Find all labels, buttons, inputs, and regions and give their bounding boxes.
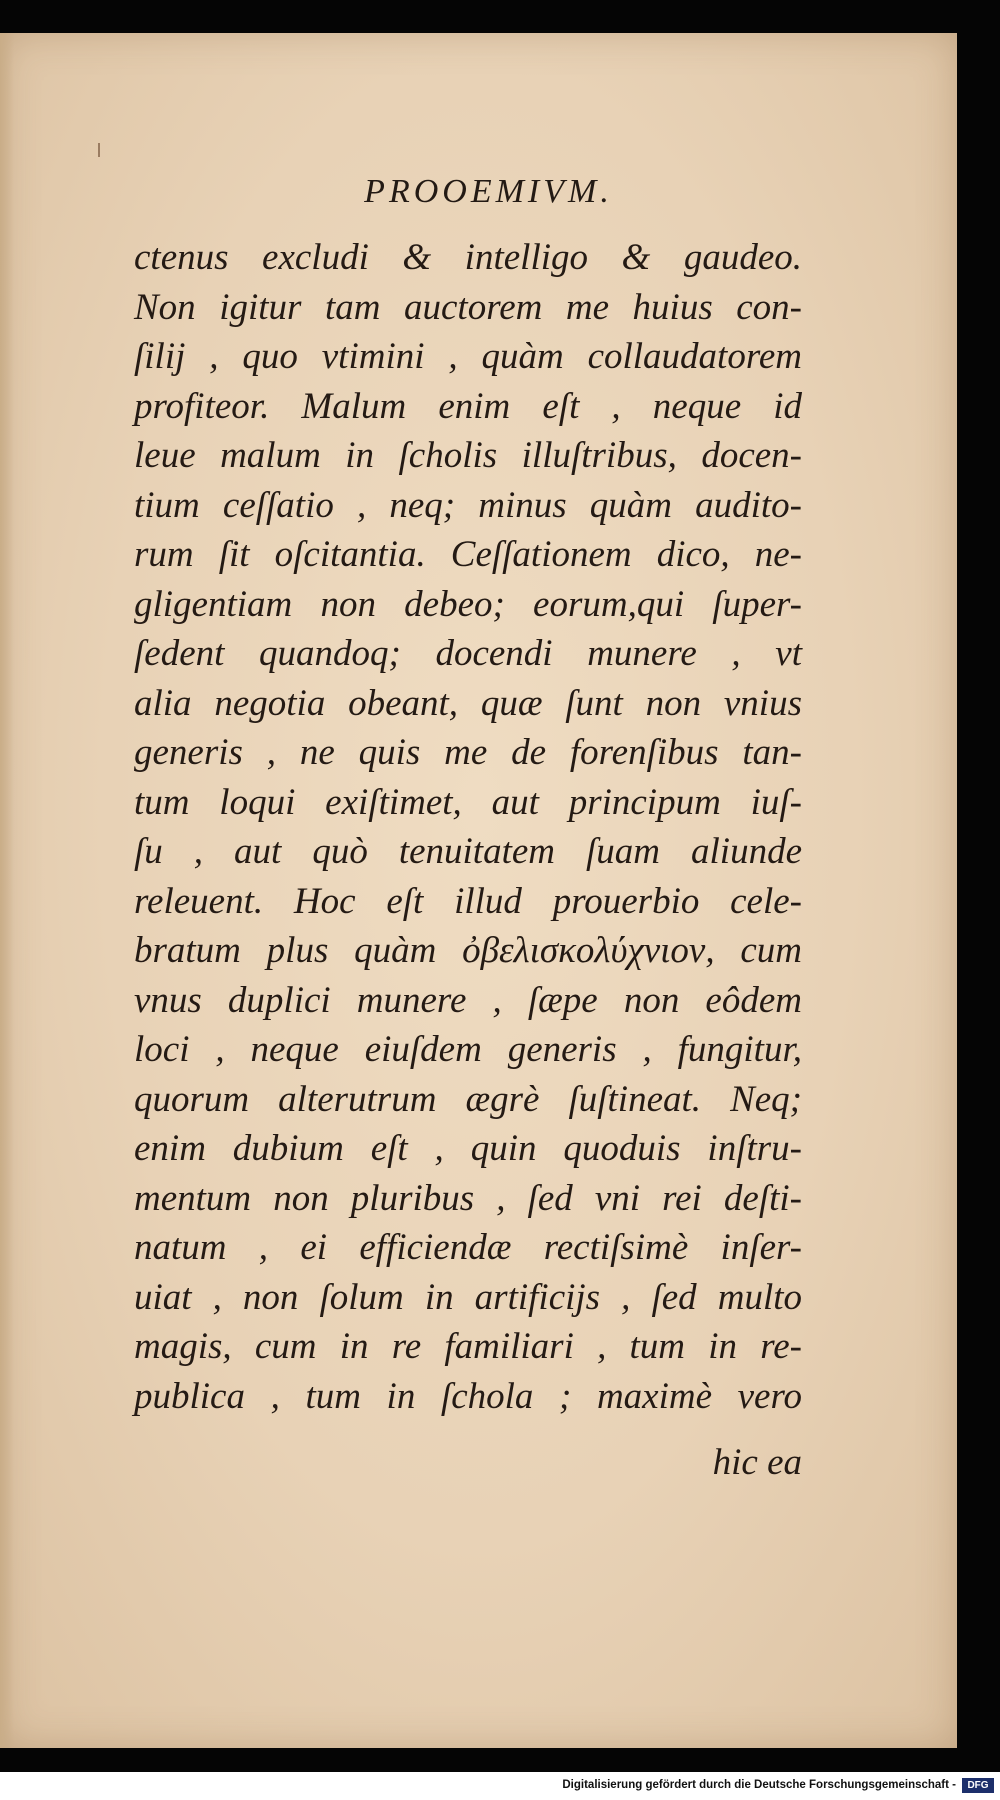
text-line: leue malum in ſcholis illuſtribus, docen- — [134, 435, 802, 476]
page-edge-shadow — [0, 33, 14, 1748]
text-line: ſedent quandoq; docendi munere , vt — [134, 633, 802, 674]
text-line: tum loqui exiſtimet, aut principum iuſ- — [134, 781, 802, 823]
text-line: ctenus excludi & intelligo & gaudeo. — [134, 237, 802, 278]
text-line: enim dubium eſt , quin quoduis inſtru- — [134, 1128, 802, 1169]
running-head: PROOEMIVM. — [364, 173, 613, 210]
body-text — [134, 233, 802, 1421]
text-line: gligentiam non debeo; eorum,qui ſuper- — [134, 583, 802, 625]
text-line: bratum plus quàm ὀβελισκολύχνιον, cum — [134, 930, 802, 971]
book-page — [0, 33, 957, 1748]
text-line: alia negotia obeant, quæ ſunt non vnius — [134, 682, 802, 724]
text-line: tium ceſſatio , neq; minus quàm audito- — [134, 484, 802, 526]
text-line: uiat , non ſolum in artificijs , ſed multo — [134, 1276, 802, 1318]
catchword: hic ea — [712, 1442, 802, 1483]
paper-speck — [98, 143, 100, 157]
text-line: ſu , aut quò tenuitatem ſuam aliunde — [134, 831, 802, 872]
text-line: generis , ne quis me de forenſibus tan- — [134, 732, 802, 773]
text-line: loci , neque eiuſdem generis , fungitur, — [134, 1029, 802, 1070]
text-line: releuent. Hoc eſt illud prouerbio cele- — [134, 880, 802, 922]
text-line: magis, cum in re familiari , tum in re- — [134, 1326, 802, 1367]
dfg-logo: DFG — [962, 1778, 994, 1793]
text-line: rum ſit oſcitantia. Ceſſationem dico, ne- — [134, 534, 802, 575]
text-line: profiteor. Malum enim eſt , neque id — [134, 385, 802, 427]
text-line: quorum alterutrum ægrè ſuſtineat. Neq; — [134, 1078, 802, 1120]
funding-credit: Digitalisierung gefördert durch die Deutsche Forschungsgemeinschaft - — [562, 1779, 956, 1791]
text-line: vnus duplici munere , ſæpe non eôdem — [134, 979, 802, 1021]
text-line: publica , tum in ſchola ; maximè vero — [134, 1375, 802, 1417]
text-line: natum , ei efficiendæ rectiſsimè inſer- — [134, 1227, 802, 1268]
text-line: ſilij , quo vtimini , quàm collaudatorem — [134, 336, 802, 377]
text-line: Non igitur tam auctorem me huius con- — [134, 286, 802, 328]
text-line: mentum non pluribus , ſed vni rei deſti- — [134, 1177, 802, 1219]
